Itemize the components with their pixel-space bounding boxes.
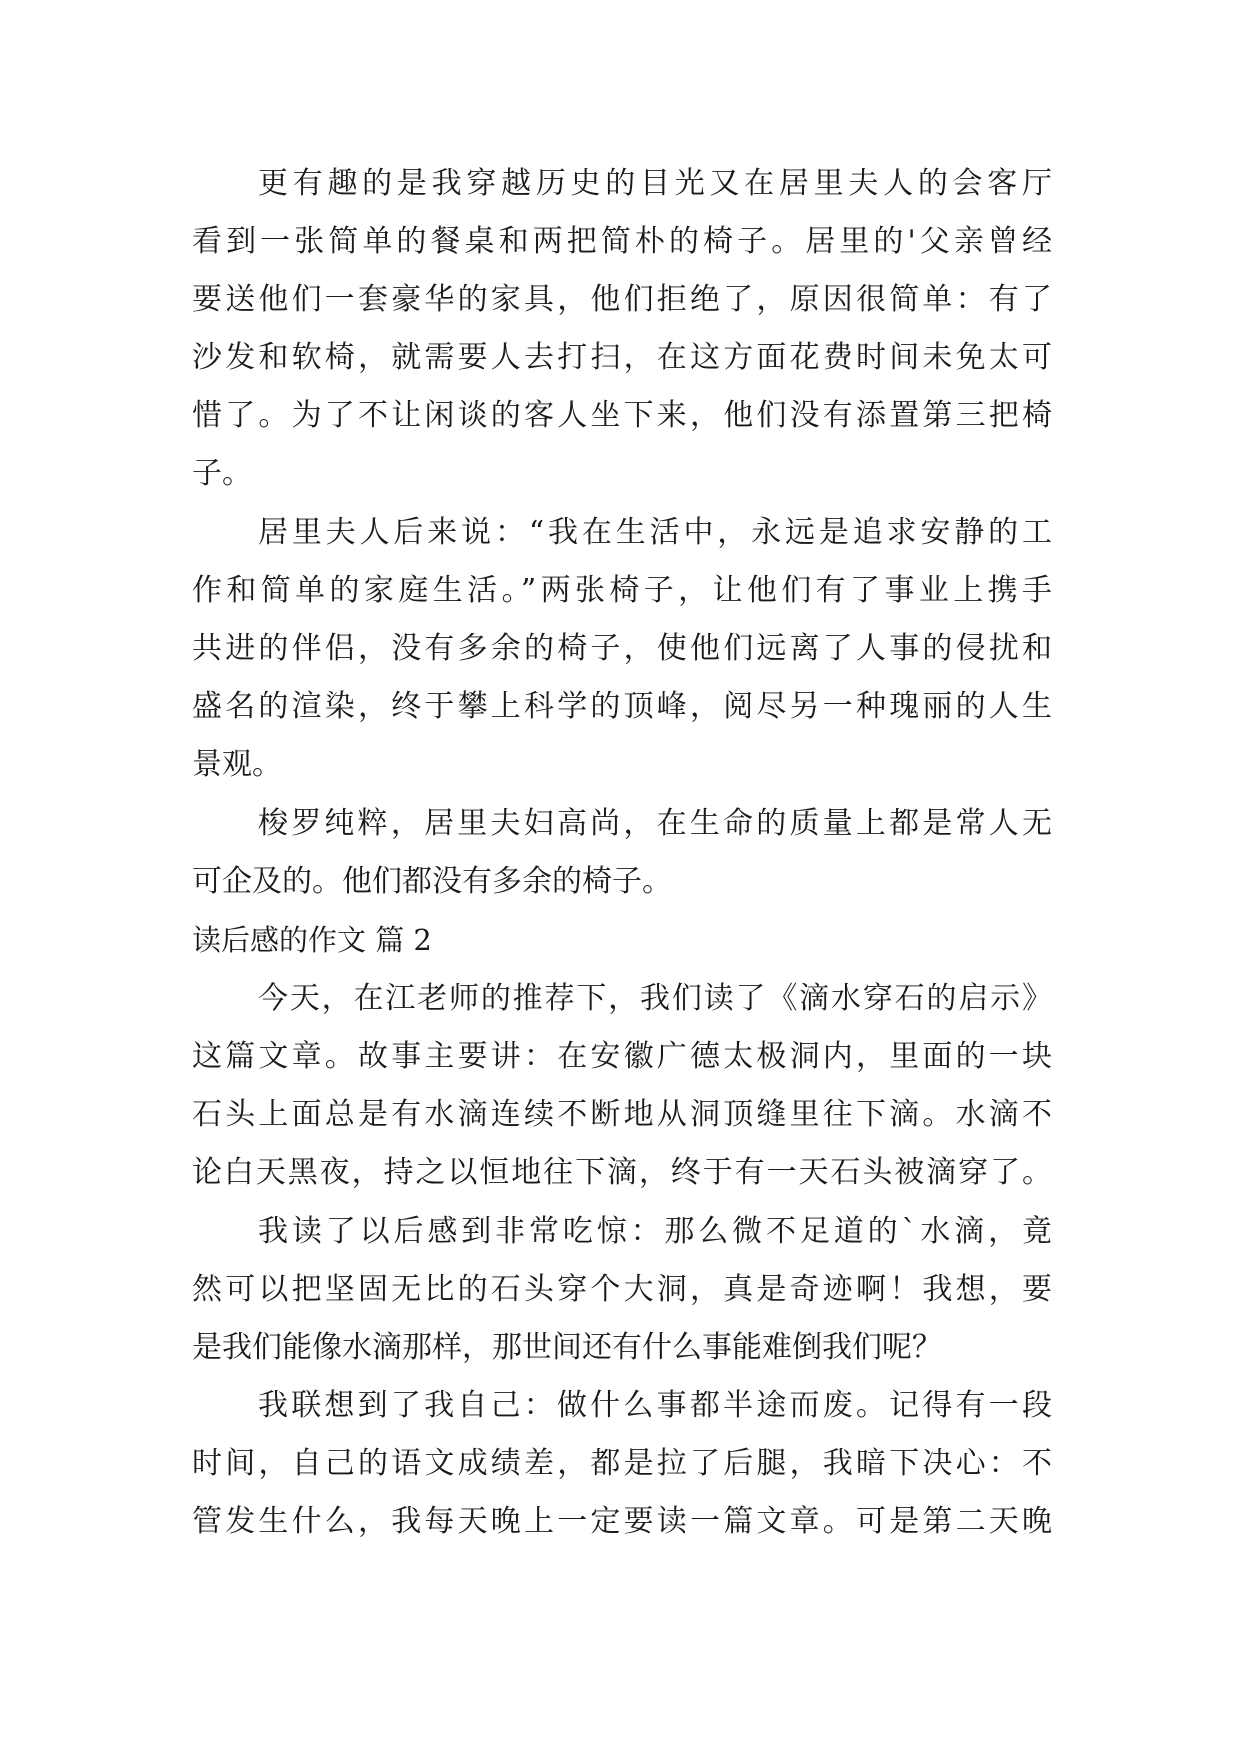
text-line: 论白天黑夜，持之以恒地往下滴，终于有一天石头被滴穿了。 xyxy=(192,1155,1052,1190)
text-line: 看到一张简单的餐桌和两把简朴的椅子。居里的'父亲曾经 xyxy=(192,224,1052,259)
text-line: 这篇文章。故事主要讲：在安徽广德太极洞内，里面的一块 xyxy=(192,1039,1052,1074)
text-line: 沙发和软椅，就需要人去打扫，在这方面花费时间未免太可 xyxy=(192,340,1052,375)
text-line: 作和简单的家庭生活。”两张椅子，让他们有了事业上携手 xyxy=(192,573,1052,608)
text-line: 管发生什么，我每天晚上一定要读一篇文章。可是第二天晚 xyxy=(192,1504,1052,1539)
text-line: 石头上面总是有水滴连续不断地从洞顶缝里往下滴。水滴不 xyxy=(192,1097,1052,1132)
text-line: 盛名的渲染，终于攀上科学的顶峰，阅尽另一种瑰丽的人生 xyxy=(192,689,1052,724)
text-line: 梭罗纯粹，居里夫妇高尚，在生命的质量上都是常人无 xyxy=(258,806,1052,841)
text-line: 子。 xyxy=(192,456,252,491)
text-line: 惜了。为了不让闲谈的客人坐下来，他们没有添置第三把椅 xyxy=(192,398,1052,433)
text-line: 我读了以后感到非常吃惊：那么微不足道的`水滴，竟 xyxy=(258,1214,1052,1249)
text-line: 是我们能像水滴那样，那世间还有什么事能难倒我们呢？ xyxy=(192,1330,942,1365)
text-line: 今天，在江老师的推荐下，我们读了《滴水穿石的启示》 xyxy=(258,981,1052,1016)
text-line: 景观。 xyxy=(192,747,282,782)
text-line: 要送他们一套豪华的家具，他们拒绝了，原因很简单：有了 xyxy=(192,282,1052,317)
text-line: 我联想到了我自己：做什么事都半途而废。记得有一段 xyxy=(258,1388,1052,1423)
text-line: 时间，自己的语文成绩差，都是拉了后腿，我暗下决心：不 xyxy=(192,1446,1052,1481)
text-line: 然可以把坚固无比的石头穿个大洞，真是奇迹啊！我想，要 xyxy=(192,1272,1052,1307)
text-line: 共进的伴侣，没有多余的椅子，使他们远离了人事的侵扰和 xyxy=(192,631,1052,666)
text-line: 居里夫人后来说：“我在生活中，永远是追求安静的工 xyxy=(258,515,1052,550)
text-line: 可企及的。他们都没有多余的椅子。 xyxy=(192,864,672,899)
section-heading: 读后感的作文 篇 2 xyxy=(192,923,432,957)
text-line: 更有趣的是我穿越历史的目光又在居里夫人的会客厅 xyxy=(258,166,1052,201)
